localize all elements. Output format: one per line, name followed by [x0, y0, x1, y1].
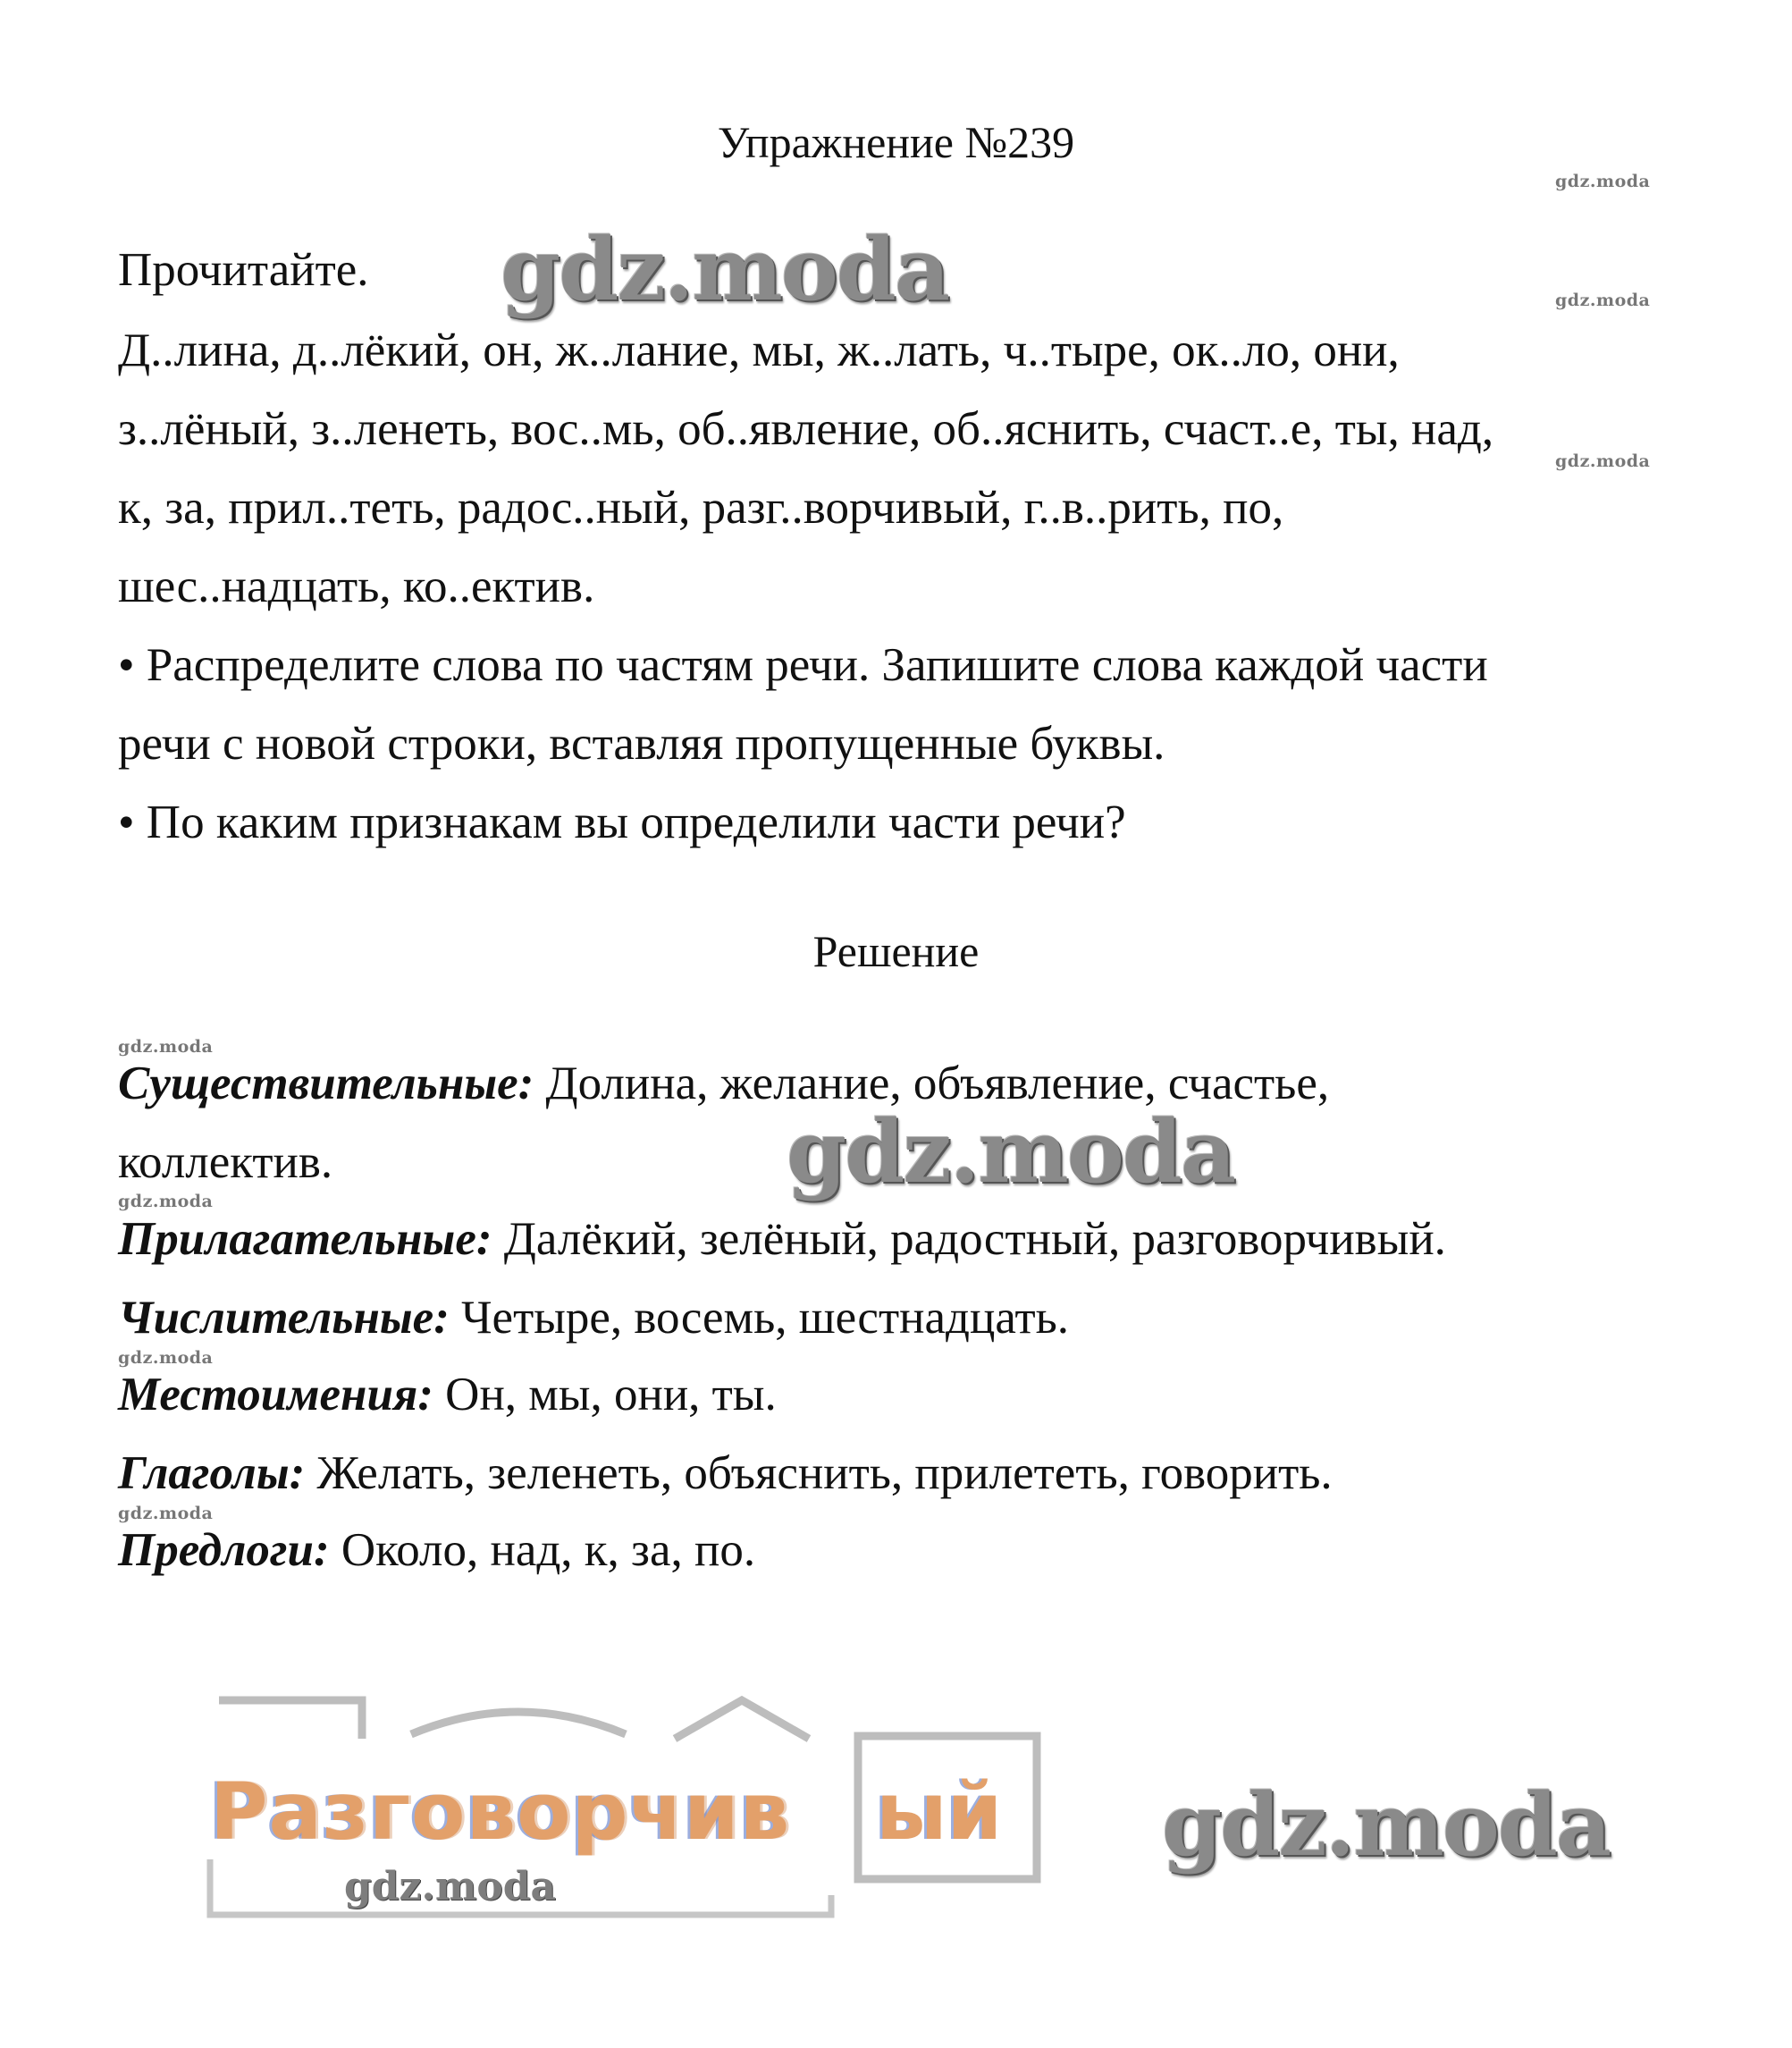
watermark-small: gdz.moda: [1555, 291, 1651, 310]
answer-verbs: [118, 1446, 1333, 1500]
suffix-mark: [675, 1700, 809, 1739]
watermark-large: gdz.moda: [787, 1101, 1235, 1202]
answer-text: Желать, зеленеть, объяснить, прилететь, говорить.: [305, 1447, 1333, 1499]
root-arc: [411, 1712, 626, 1734]
instruction: Прочитайте.: [118, 244, 369, 296]
watermark-large: gdz.moda: [1162, 1774, 1611, 1875]
answer-text: Далёкий, зелёный, радостный, разговорчивый.: [492, 1213, 1446, 1265]
answer-pronouns: [118, 1368, 777, 1421]
watermark-small: gdz.moda: [118, 1037, 214, 1057]
answer-label: Существительные:: [118, 1058, 534, 1109]
answer-label: Числительные:: [118, 1292, 450, 1344]
answer-label: Прилагательные:: [118, 1213, 492, 1265]
task-line-1: • Распределите слова по частям речи. Запишите слова каждой части: [118, 639, 1488, 691]
watermark-large: gdz.moda: [501, 219, 949, 320]
answer-numerals: [118, 1291, 1069, 1344]
prefix-mark: [219, 1700, 362, 1739]
answer-text: Долина, желание, объявление, счастье,: [534, 1058, 1330, 1109]
word-line-1: Д..лина, д..лёкий, он, ж..лание, мы, ж..лать, ч..тыре, ок..ло, они,: [118, 324, 1400, 376]
answer-adjectives: [118, 1212, 1446, 1266]
morpheme-word-stem: Разговорчив: [210, 1766, 791, 1858]
watermark-small: gdz.moda: [118, 1504, 214, 1523]
watermark-small: gdz.moda: [118, 1348, 214, 1368]
answer-label: Предлоги:: [118, 1524, 330, 1576]
task-line-2: речи с новой строки, вставляя пропущенные буквы.: [118, 718, 1165, 770]
exercise-title: Упражнение №239: [717, 117, 1075, 167]
answer-text: Он, мы, они, ты.: [433, 1369, 777, 1420]
watermark-small: gdz.moda: [118, 1192, 214, 1211]
word-line-3: к, за, прил..теть, радос..ный, разг..ворчивый, г..в..рить, по,: [118, 482, 1284, 534]
solution-title: Решение: [812, 926, 980, 976]
word-line-4: шес..надцать, ко..ектив.: [118, 560, 595, 612]
morpheme-word-ending: ый: [876, 1766, 1003, 1858]
watermark-small: gdz.moda: [1555, 172, 1651, 191]
answer-label: Местоимения:: [118, 1369, 433, 1420]
answer-prepositions: [118, 1523, 755, 1577]
answer-text: Четыре, восемь, шестнадцать.: [449, 1292, 1070, 1344]
watermark-small: gdz.moda: [1555, 451, 1651, 471]
answer-nouns-cont: коллектив.: [118, 1136, 333, 1188]
answer-label: Глаголы:: [118, 1447, 306, 1499]
answer-text: Около, над, к, за, по.: [329, 1524, 756, 1576]
watermark-medium: gdz.moda: [344, 1864, 557, 1909]
word-line-2: з..лёный, з..ленеть, вос..мь, об..явление, об..яснить, счаст..е, ты, над,: [118, 403, 1494, 455]
task-line-3: • По каким признакам вы определили части речи?: [118, 796, 1126, 848]
